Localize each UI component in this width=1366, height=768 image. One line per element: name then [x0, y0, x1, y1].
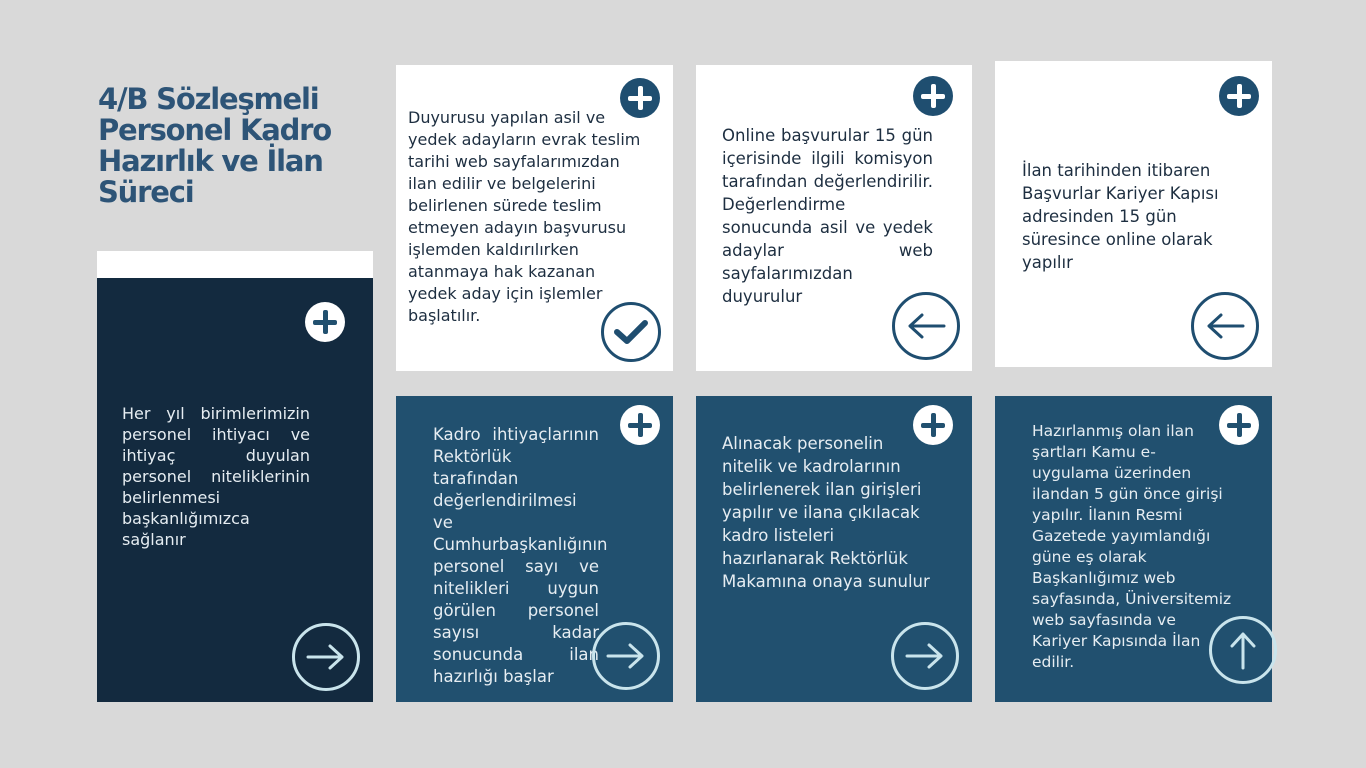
checkmark-icon — [601, 302, 661, 362]
expand-plus-icon[interactable] — [620, 405, 660, 445]
step-text: Kadro ihtiyaçlarının Rektörlük tarafından değerlendirilmesi ve Cumhurbaşkanlığının personel sayı ve nitelikleri uygun görülen personel sayısı kadar sonucunda ilan hazırlığı başlar — [433, 425, 608, 686]
arrow-left-icon[interactable] — [892, 292, 960, 360]
arrow-left-icon[interactable] — [1191, 292, 1259, 360]
step-text: İlan tarihinden itibaren Başvurlar Kariyer Kapısı adresinden 15 gün süresince online olarak yapılır — [1022, 161, 1219, 272]
arrow-right-icon[interactable] — [592, 622, 660, 690]
card-header-strip — [97, 251, 373, 278]
expand-plus-icon[interactable] — [305, 302, 345, 342]
step-card-4 — [995, 396, 1272, 702]
expand-plus-icon[interactable] — [1219, 76, 1259, 116]
step-text: Online başvurular 15 gün içerisinde ilgili komisyon tarafından değerlendirilir. Değerlendirme sonucunda asil ve yedek adaylar web sayfalarımızdan duyurulur — [722, 126, 933, 306]
step-text: Duyurusu yapılan asil ve yedek adayların evrak teslim tarihi web sayfalarımızdan ilan edilir ve belgelerini belirlenen sürede teslim etmeyen adayın başvurusu işlemden kaldırılırken atanmaya hak kazanan yedek aday için işlemler başlatılır. — [408, 108, 641, 325]
step-card-7 — [396, 65, 673, 371]
arrow-right-icon[interactable] — [891, 622, 959, 690]
step-card-1 — [97, 251, 373, 702]
step-card-6 — [696, 65, 972, 371]
step-card-5 — [995, 61, 1272, 367]
step-text: Her yıl birimlerimizin personel ihtiyacı ve ihtiyaç duyulan personel niteliklerinin belirlenmesi başkanlığımızca sağlanır — [122, 404, 310, 549]
step-text: Alınacak personelin nitelik ve kadrolarının belirlenerek ilan girişleri yapılır ve ilana çıkılacak kadro listeleri hazırlanarak Rektörlük Makamına onaya sunulur — [722, 434, 930, 591]
step-card-3 — [696, 396, 972, 702]
arrow-right-icon[interactable] — [292, 623, 360, 691]
arrow-up-icon[interactable] — [1209, 616, 1277, 684]
page-title: 4/B Sözleşmeli Personel Kadro Hazırlık ve İlan Süreci — [98, 82, 331, 209]
step-text: Hazırlanmış olan ilan şartları Kamu e-uygulama üzerinden ilandan 5 gün önce girişi yapılır. İlanın Resmi Gazetede yayımlandığı güne eş olarak Başkanlığımız web sayfasında, Üniversitemiz web sayfasında ve Kariyer Kapısında İlan edilir. — [1032, 422, 1232, 671]
expand-plus-icon[interactable] — [913, 76, 953, 116]
step-card-2 — [396, 396, 673, 702]
